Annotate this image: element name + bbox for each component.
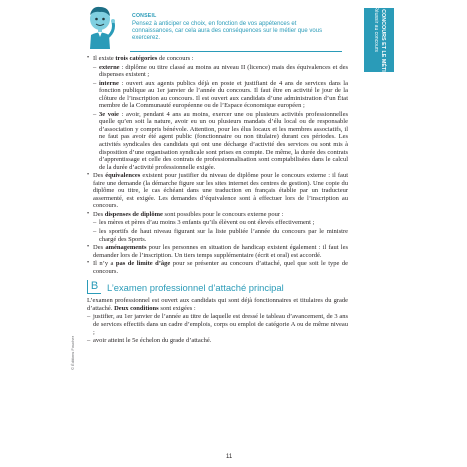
list-item-troisieme-voie: – 3e voie : avoir, pendant 4 ans au moins, exercer une ou plusieurs activités professionnelles quelle qu’en soit la nature, avoir eu un ou plusieurs mandats d’élu local ou de responsable d’association y compris bénévole. Attention, pour les élus locaux et les membres associatifs, il ne faut pas avoir été agent public (fonctionnaire ou non titulaire) durant ces périodes. Les activités syndicales des candidats qui ont une décharge d’activité des services ou sont mis à disposition d’une organisation syndicale sont prises en compte. De même, la durée des contrats d’apprentissage et celle des contrats de professionnalisation sont comptabilisées dans le calcul de la durée d’activité professionnelle exigée. xyxy=(93,111,348,171)
list-item-limite-age: • Il n’y a pas de limite d’âge pour se présenter au concours d’attaché, quel que soit le type de concours. xyxy=(87,260,348,275)
section-b-heading xyxy=(87,280,348,294)
list-item-dispenses: • Des dispenses de diplôme sont possibles pour le concours externe pour : xyxy=(87,211,348,219)
conseil-divider xyxy=(130,51,342,52)
chapter-title: LE CONCOURS ET LE MÉTIER xyxy=(379,0,386,80)
copyright-credit: © Éditions Foucher xyxy=(70,335,75,370)
list-item-externe: – externe : diplôme ou titre classé au moins au niveau II (licence) mais des équivalences et des dispenses existent ; xyxy=(93,64,348,79)
conseil-text: Pensez à anticiper ce choix, en fonction de vos appétences et connaissances, car cela aura des conséquences sur le métier que vous exercerez. xyxy=(132,21,323,42)
list-item-condition-services: – justifier, au 1er janvier de l’année au titre de laquelle est dressé le tableau d’avancement, de 3 ans de services effectifs dans un cadre d’emplois, corps ou emploi de catégorie A ou de même niveau ; xyxy=(87,313,348,336)
conseil-title: CONSEIL xyxy=(132,13,157,19)
list-item-dispense-sportifs: – les sportifs de haut niveau figurant sur la liste publiée l’année du concours par le ministre chargé des Sports. xyxy=(93,228,348,243)
list-item-interne: – interne : ouvert aux agents publics déjà en poste et justifiant de 4 ans de services dans la fonction publique au 1er janvier de l’année du concours. Il faut être en activité le jour de la clôture de l’inscription au concours. Il est ouvert aux candidats d’une administration d’un État membre de la Communauté européenne ou de l’Espace économique européen ; xyxy=(93,80,348,110)
list-item-condition-echelon: – avoir atteint le 5e échelon du grade d’attaché. xyxy=(87,337,348,345)
list-item-dispense-parents: – les mères et pères d’au moins 3 enfants qu’ils élèvent ou ont élevés effectivement ; xyxy=(93,219,348,227)
main-text xyxy=(87,55,348,346)
chapter-side-tab xyxy=(364,0,394,80)
page-number: 11 xyxy=(226,454,233,460)
list-item-amenagements: • Des aménagements pour les personnes en situation de handicap existent également : il faut les demander lors de l’inscription. Un tiers temps supplémentaire (écrit et oral) est accordé. xyxy=(87,244,348,259)
section-letter: B xyxy=(87,280,101,294)
section-b-intro: L’examen professionnel est ouvert aux candidats qui sont déjà fonctionnaires et titulaires du grade d’attaché. Deux conditions sont exigées : xyxy=(87,297,348,312)
chapter-side-tab-label xyxy=(372,1,386,79)
list-item-equivalences: • Des équivalences existent pour justifier du niveau de diplôme pour le concours externe : il faut faire une demande (la démarche figure sur les sites internet des centres de gestion). Une copie du diplôme ou titre, le cas échéant dans une traduction en français établie par un traducteur assermenté, est exigée. Les demandes d’équivalence sont à effectuer lors de l’inscription au concours. xyxy=(87,172,348,210)
chapter-subtitle: 5. Réussir au concours xyxy=(372,0,379,52)
advisor-character-icon xyxy=(84,5,116,49)
list-item-categories: • Il existe trois catégories de concours : xyxy=(87,55,348,63)
section-title: L’examen professionnel d’attaché principal xyxy=(107,281,284,293)
